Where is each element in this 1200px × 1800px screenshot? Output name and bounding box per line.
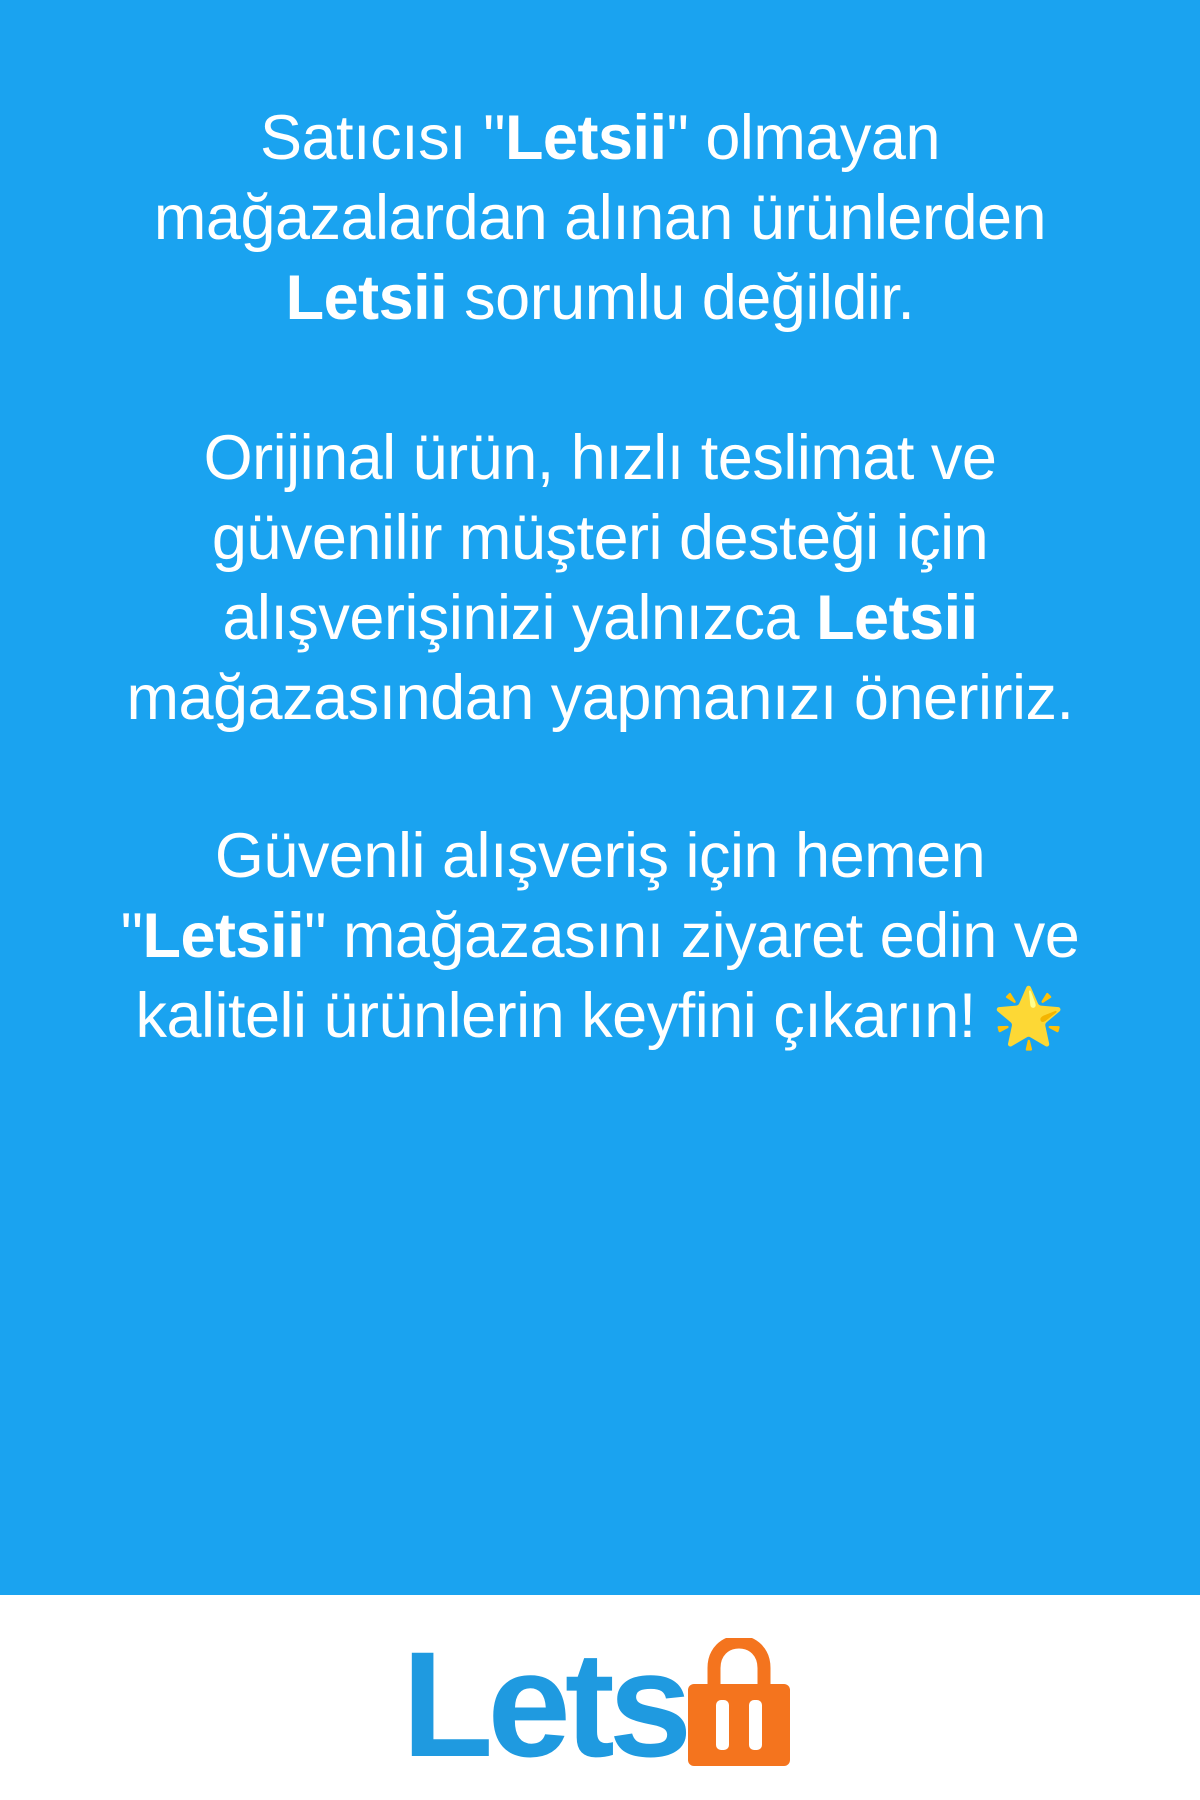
brand-name: Letsii — [285, 263, 448, 333]
text-segment: Orijinal ürün, hızlı teslimat ve güvenilir müşteri desteği için alışverişinizi yalnızca — [203, 423, 997, 653]
footer-logo-area — [0, 1595, 1200, 1800]
sparkle-star-icon: 🌟 — [992, 985, 1065, 1050]
paragraph-disclaimer — [105, 98, 1095, 338]
text-segment: Güvenli alışveriş için hemen " — [120, 821, 986, 971]
text-segment: sorumlu değildir. — [447, 263, 915, 333]
brand-name: Letsii — [504, 103, 667, 173]
text-segment: " olmayan mağazalardan alınan ürünlerden — [153, 103, 1047, 253]
paragraph-recommendation — [105, 418, 1095, 738]
text-segment: mağazasından yapmanızı öneririz. — [126, 663, 1074, 733]
shopping-bag-icon — [680, 1638, 798, 1770]
brand-name: Letsii — [142, 901, 305, 971]
letsii-logo — [401, 1619, 798, 1788]
paragraph-call-to-action — [105, 816, 1095, 1056]
brand-name: Letsii — [816, 583, 978, 653]
text-segment: Satıcısı " — [260, 103, 505, 173]
logo-wordmark: Lets — [401, 1619, 687, 1788]
text-segment: " mağazasını ziyaret edin ve kaliteli ürünlerin keyfini çıkarın! — [135, 901, 1080, 1051]
